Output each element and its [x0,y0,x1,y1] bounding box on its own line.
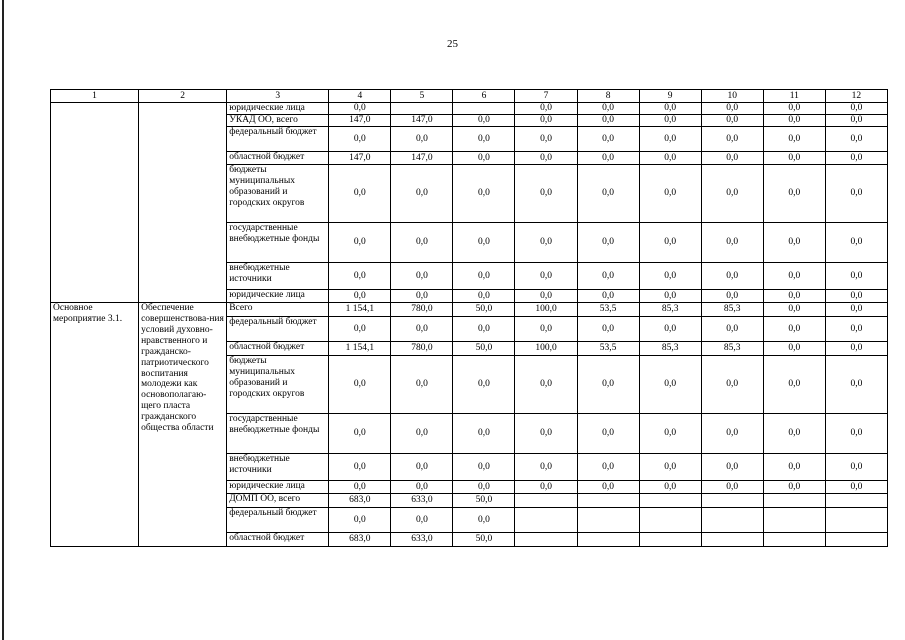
value-cell: 0,0 [391,290,453,303]
value-cell: 0,0 [515,165,577,223]
value-cell: 147,0 [391,115,453,127]
value-cell: 0,0 [763,223,825,263]
value-cell: 0,0 [825,342,887,356]
value-cell [577,533,639,547]
value-cell: 0,0 [453,263,515,290]
value-cell: 0,0 [329,508,391,533]
value-cell: 0,0 [515,481,577,494]
value-cell: 633,0 [391,533,453,547]
value-cell [825,533,887,547]
value-cell: 0,0 [329,290,391,303]
value-cell: 0,0 [515,152,577,165]
value-cell: 0,0 [515,223,577,263]
value-cell: 0,0 [515,127,577,152]
value-cell: 0,0 [701,263,763,290]
value-cell: 0,0 [639,263,701,290]
value-cell: 0,0 [453,127,515,152]
value-cell [763,533,825,547]
value-cell [639,494,701,508]
value-cell: 1 154,1 [329,303,391,317]
value-cell: 0,0 [453,223,515,263]
value-cell: 85,3 [639,303,701,317]
value-cell: 0,0 [515,115,577,127]
value-cell: 0,0 [763,303,825,317]
value-cell: 0,0 [391,356,453,414]
value-cell: 0,0 [453,481,515,494]
value-cell: 0,0 [329,317,391,342]
value-cell: 0,0 [577,127,639,152]
value-cell: 0,0 [391,223,453,263]
value-cell: 0,0 [825,414,887,454]
value-cell: 0,0 [453,356,515,414]
value-cell: 0,0 [329,414,391,454]
value-cell: 0,0 [577,115,639,127]
value-cell: 0,0 [329,356,391,414]
measure-description: Обеспечение совершенствова-ния условий духовно-нравственного и гражданско-патриотического воспитания молодежи как основополагаю-щего пласта гражданского общества области [139,303,227,547]
value-cell: 100,0 [515,342,577,356]
value-cell [515,508,577,533]
value-cell: 0,0 [329,454,391,481]
funding-source-label: УКАД ОО, всего [227,115,329,127]
value-cell: 0,0 [453,115,515,127]
value-cell: 0,0 [825,481,887,494]
funding-source-label: федеральный бюджет [227,317,329,342]
value-cell: 0,0 [391,481,453,494]
value-cell: 0,0 [639,103,701,115]
value-cell: 0,0 [701,127,763,152]
value-cell: 0,0 [391,127,453,152]
value-cell: 0,0 [577,165,639,223]
value-cell: 0,0 [329,127,391,152]
value-cell: 0,0 [577,290,639,303]
value-cell: 0,0 [763,152,825,165]
value-cell [639,533,701,547]
value-cell: 0,0 [639,127,701,152]
value-cell: 0,0 [701,290,763,303]
value-cell: 0,0 [453,508,515,533]
col-header: 11 [763,90,825,103]
value-cell: 53,5 [577,342,639,356]
col-header: 7 [515,90,577,103]
value-cell: 0,0 [577,152,639,165]
value-cell: 0,0 [577,481,639,494]
value-cell: 0,0 [453,165,515,223]
value-cell: 0,0 [329,263,391,290]
value-cell: 0,0 [515,290,577,303]
value-cell [515,533,577,547]
value-cell: 0,0 [825,115,887,127]
value-cell: 53,5 [577,303,639,317]
value-cell: 0,0 [453,454,515,481]
value-cell: 0,0 [329,223,391,263]
value-cell [825,494,887,508]
measure-cell-empty [51,103,139,303]
value-cell: 100,0 [515,303,577,317]
value-cell: 0,0 [639,317,701,342]
funding-source-label: внебюджетные источники [227,454,329,481]
value-cell [701,508,763,533]
funding-source-label: областной бюджет [227,342,329,356]
value-cell: 0,0 [825,223,887,263]
value-cell: 633,0 [391,494,453,508]
value-cell: 0,0 [701,414,763,454]
value-cell: 0,0 [701,356,763,414]
value-cell: 0,0 [701,152,763,165]
value-cell: 0,0 [515,414,577,454]
value-cell: 0,0 [701,115,763,127]
value-cell: 0,0 [639,414,701,454]
funding-source-label: юридические лица [227,481,329,494]
value-cell: 0,0 [577,223,639,263]
value-cell: 0,0 [391,454,453,481]
value-cell: 0,0 [577,317,639,342]
value-cell: 1 154,1 [329,342,391,356]
funding-source-label: государственные внебюджетные фонды [227,414,329,454]
funding-source-label: юридические лица [227,103,329,115]
value-cell: 780,0 [391,342,453,356]
value-cell: 0,0 [391,508,453,533]
value-cell: 50,0 [453,494,515,508]
value-cell: 0,0 [825,454,887,481]
value-cell: 0,0 [515,263,577,290]
value-cell: 0,0 [515,356,577,414]
value-cell: 780,0 [391,303,453,317]
col-header: 12 [825,90,887,103]
col-header: 10 [701,90,763,103]
value-cell [639,508,701,533]
funding-source-label: ДОМП ОО, всего [227,494,329,508]
value-cell: 0,0 [763,317,825,342]
col-header: 5 [391,90,453,103]
value-cell [577,494,639,508]
value-cell [825,508,887,533]
value-cell: 0,0 [515,317,577,342]
value-cell: 0,0 [701,223,763,263]
value-cell: 0,0 [391,317,453,342]
value-cell: 0,0 [701,165,763,223]
value-cell: 0,0 [825,317,887,342]
col-header: 1 [51,90,139,103]
value-cell: 0,0 [639,152,701,165]
column-number-row [51,90,888,103]
value-cell [577,508,639,533]
col-header: 6 [453,90,515,103]
value-cell: 0,0 [763,103,825,115]
value-cell [515,494,577,508]
value-cell: 0,0 [577,356,639,414]
value-cell: 0,0 [763,290,825,303]
funding-source-label: областной бюджет [227,533,329,547]
value-cell: 0,0 [329,103,391,115]
value-cell: 0,0 [639,223,701,263]
value-cell: 683,0 [329,494,391,508]
value-cell: 0,0 [701,454,763,481]
value-cell: 0,0 [639,290,701,303]
value-cell: 85,3 [701,342,763,356]
value-cell [453,103,515,115]
col-header: 8 [577,90,639,103]
value-cell: 0,0 [825,165,887,223]
value-cell: 50,0 [453,342,515,356]
value-cell: 0,0 [763,454,825,481]
value-cell: 0,0 [763,127,825,152]
table-row [51,103,888,115]
value-cell: 0,0 [825,263,887,290]
value-cell: 0,0 [453,414,515,454]
value-cell: 0,0 [577,414,639,454]
funding-source-label: внебюджетные источники [227,263,329,290]
value-cell: 0,0 [701,317,763,342]
description-cell-empty [139,103,227,303]
value-cell: 0,0 [329,481,391,494]
value-cell: 0,0 [701,103,763,115]
value-cell: 0,0 [825,103,887,115]
value-cell: 85,3 [639,342,701,356]
value-cell: 0,0 [577,263,639,290]
value-cell: 0,0 [453,317,515,342]
col-header: 3 [227,90,329,103]
value-cell: 0,0 [639,165,701,223]
funding-source-label: федеральный бюджет [227,508,329,533]
value-cell: 0,0 [639,481,701,494]
col-header: 9 [639,90,701,103]
value-cell: 0,0 [515,454,577,481]
value-cell: 0,0 [391,414,453,454]
value-cell: 0,0 [515,103,577,115]
value-cell: 0,0 [453,290,515,303]
value-cell: 0,0 [763,481,825,494]
value-cell: 0,0 [329,165,391,223]
value-cell: 147,0 [329,115,391,127]
value-cell [701,533,763,547]
page-number: 25 [447,38,458,50]
value-cell: 0,0 [763,342,825,356]
value-cell: 0,0 [763,115,825,127]
value-cell: 0,0 [763,356,825,414]
value-cell: 0,0 [763,263,825,290]
table-body [51,103,888,547]
funding-source-label: государственные внебюджетные фонды [227,223,329,263]
funding-source-label: областной бюджет [227,152,329,165]
value-cell: 85,3 [701,303,763,317]
funding-source-label: Всего [227,303,329,317]
budget-table [50,89,888,547]
value-cell: 0,0 [763,165,825,223]
value-cell: 0,0 [391,165,453,223]
value-cell: 0,0 [825,127,887,152]
value-cell [701,494,763,508]
funding-source-label: юридические лица [227,290,329,303]
value-cell: 0,0 [453,152,515,165]
value-cell: 50,0 [453,303,515,317]
value-cell: 0,0 [701,481,763,494]
value-cell: 0,0 [577,103,639,115]
measure-name: Основное мероприятие 3.1. [51,303,139,547]
value-cell: 0,0 [391,263,453,290]
value-cell: 0,0 [763,414,825,454]
value-cell: 0,0 [639,356,701,414]
value-cell [391,103,453,115]
page-edge-line [2,0,4,640]
value-cell: 50,0 [453,533,515,547]
value-cell: 683,0 [329,533,391,547]
funding-source-label: федеральный бюджет [227,127,329,152]
value-cell [763,494,825,508]
value-cell: 0,0 [825,152,887,165]
value-cell [763,508,825,533]
col-header: 2 [139,90,227,103]
table-row [51,303,888,317]
col-header: 4 [329,90,391,103]
value-cell: 147,0 [391,152,453,165]
funding-source-label: бюджеты муниципальных образований и городских округов [227,165,329,223]
value-cell: 0,0 [825,356,887,414]
value-cell: 0,0 [639,454,701,481]
value-cell: 0,0 [577,454,639,481]
value-cell: 147,0 [329,152,391,165]
value-cell: 0,0 [825,290,887,303]
value-cell: 0,0 [825,303,887,317]
value-cell: 0,0 [639,115,701,127]
funding-source-label: бюджеты муниципальных образований и городских округов [227,356,329,414]
